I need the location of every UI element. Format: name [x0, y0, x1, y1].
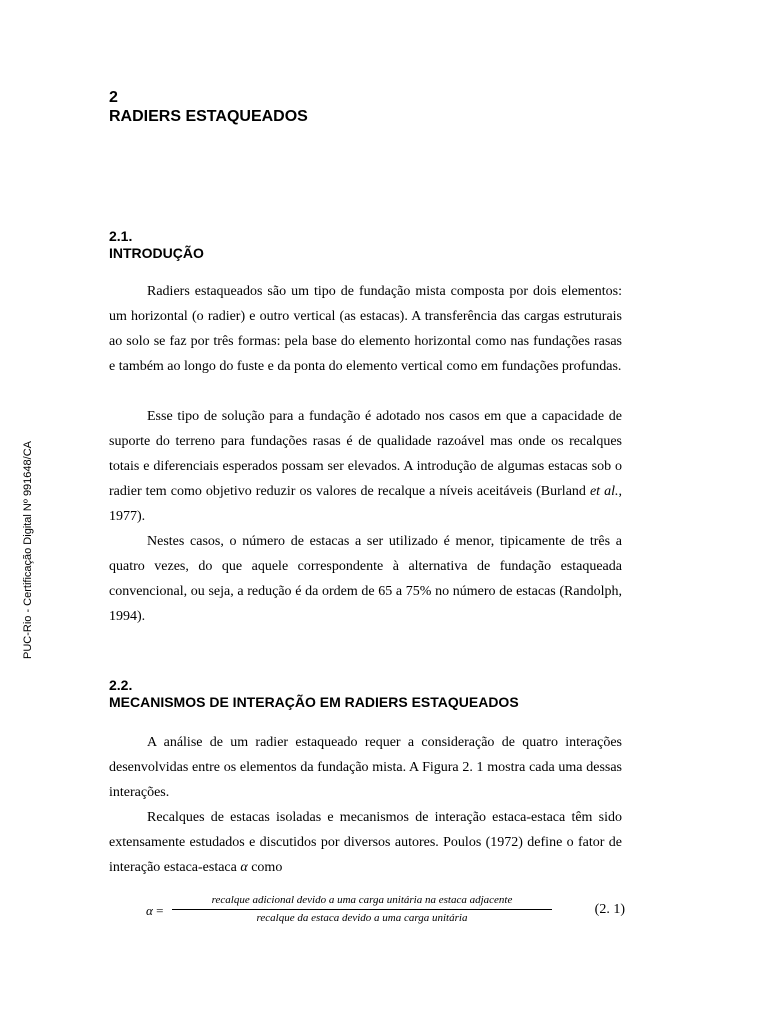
paragraph: Radiers estaqueados são um tipo de fundação mista composta por dois elementos: um horizontal (o radier) e outro vertical (as estacas). A transferência das cargas estruturais ao solo se faz por três formas: pela base do elemento horizontal como nas fundações rasas e também ao longo do fuste e da ponta do elemento vertical como em fundações profundas.	[109, 284, 622, 374]
fraction-bar	[172, 909, 552, 910]
certification-sidebar: PUC-Rio - Certificação Digital Nº 991648/CA	[22, 441, 34, 659]
equation-fraction	[172, 893, 552, 926]
equation-numerator: recalque adicional devido a uma carga unitária na estaca adjacente	[211, 894, 513, 906]
equation-denominator: recalque da estaca devido a uma carga unitária	[256, 912, 468, 924]
equation-2-1	[140, 893, 625, 929]
chapter-title: RADIERS ESTAQUEADOS	[109, 108, 308, 125]
citation-et-al: et al.	[589, 484, 619, 499]
paragraph: Esse tipo de solução para a fundação é adotado nos casos em que a capacidade de suporte do terreno para fundações rasas é de qualidade razoável mas onde os recalques totais e diferenciais esperados possam ser elevados. A introdução de algumas estacas sob o radier tem como objetivo reduzir os valores de recalque a níveis aceitáveis (Burland et al., 1977).	[109, 409, 622, 524]
section-title: INTRODUÇÃO	[109, 245, 204, 261]
section-number: 2.1.	[109, 228, 133, 244]
chapter-number: 2	[109, 89, 118, 106]
section-number: 2.2.	[109, 677, 133, 693]
equation-lhs: α =	[146, 903, 164, 918]
section-title: MECANISMOS DE INTERAÇÃO EM RADIERS ESTAQUEADOS	[109, 694, 519, 710]
paragraph: Nestes casos, o número de estacas a ser utilizado é menor, tipicamente de três a quatro vezes, do que aquele correspondente à alternativa de fundação estaqueada convencional, ou seja, a redução é da ordem de 65 a 75% no número de estacas (Randolph, 1994).	[109, 534, 622, 624]
equation-number: (2. 1)	[594, 902, 625, 917]
paragraph: Recalques de estacas isoladas e mecanismos de interação estaca-estaca têm sido extensamente estudados e discutidos por diversos autores. Poulos (1972) define o fator de interação estaca-estaca α como	[109, 810, 622, 875]
paragraph: A análise de um radier estaqueado requer a consideração de quatro interações desenvolvidas entre os elementos da fundação mista. A Figura 2. 1 mostra cada uma dessas interações.	[109, 735, 622, 800]
